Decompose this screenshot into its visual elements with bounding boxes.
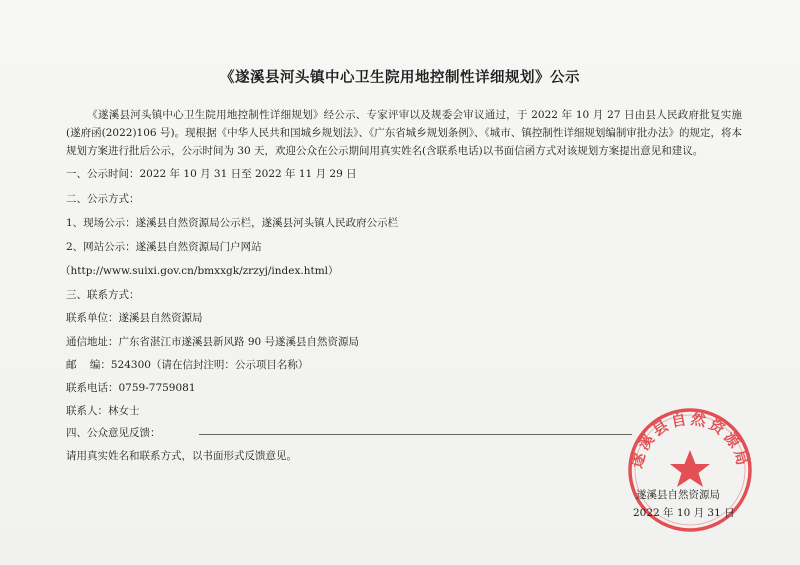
- contact-unit: 联系单位：遂溪县自然资源局: [66, 312, 203, 324]
- section-contact: 三、联系方式：: [66, 289, 140, 301]
- contact-postcode: 邮 编：524300（请在信封注明：公示项目名称）: [66, 359, 309, 371]
- section-feedback: 四、公众意见反馈：: [66, 427, 161, 439]
- section-method: 二、公示方式：: [66, 193, 140, 205]
- intro-paragraph: [66, 106, 742, 160]
- svg-text:遂溪县自然资源局: 遂溪县自然资源局: [627, 409, 753, 471]
- contact-address: 通信地址：广东省湛江市遂溪县新风路 90 号遂溪县自然资源局: [66, 336, 360, 348]
- document-title: 《遂溪县河头镇中心卫生院用地控制性详细规划》公示: [220, 69, 580, 86]
- footer-org: 遂溪县自然资源局: [636, 489, 720, 501]
- intro-text: 《遂溪县河头镇中心卫生院用地控制性详细规划》经公示、专家评审以及规委会审议通过，于 2022 年 10 月 27 日由县人民政府批复实施(遂府函(2022)106 号)。现根据《中华人民共和国城乡规划法》、《广东省城乡规划条例》、《城市、镇控制性详细规划编制审批办法》的规定，将本规划方案进行批后公示，公示时间为 30 天，欢迎公众在公示期间用真实姓名(含联系电话)以书面信函方式对该规划方案提出意见和建议。: [66, 109, 742, 157]
- section-time: 一、公示时间：2022 年 10 月 31 日至 2022 年 11 月 29 日: [66, 168, 357, 180]
- method-website: 2、网站公示：遂溪县自然资源局门户网站: [66, 241, 262, 253]
- contact-person: 联系人：林女士: [66, 405, 140, 417]
- website-url: （http://www.suixi.gov.cn/bmxxgk/zrzyj/index.html）: [60, 265, 339, 277]
- footer-date: 2022 年 10 月 31 日: [633, 507, 735, 519]
- feedback-text: 请用真实姓名和联系方式，以书面形式反馈意见。: [66, 450, 297, 462]
- contact-phone: 联系电话：0759-7759081: [66, 382, 196, 394]
- feedback-underline: [199, 434, 632, 435]
- method-onsite: 1、现场公示：遂溪县自然资源局公示栏，遂溪县河头镇人民政府公示栏: [66, 217, 399, 229]
